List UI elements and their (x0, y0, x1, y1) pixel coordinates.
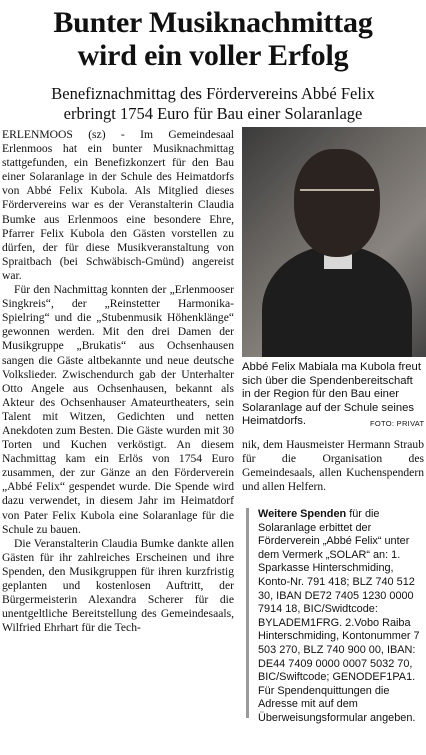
paragraph-text: Im Gemeindesaal Erlenmoos hat ein bunter Musiknachmittag stattgefunden, ein Benefizkonzert für den Bau einer Solaranlage in der Schule des Heimatdorfs von Abbé Felix Kubola. Als Mitglied dieses Fördervereins war es der Veranstalterin Claudia Bumke aus Erlenmoos eine besondere Ehre, Pfarrer Felix Kubola den Gästen vorstellen zu dürfen, der für diese Musikveranstaltung von Spraitbach (bei Schwäbisch-Gmünd) angereist war. (2, 128, 234, 282)
subhead-line-1: Benefiznachmittag des Fördervereins Abbé Felix (51, 84, 375, 103)
donation-info-box (246, 508, 422, 724)
subhead-line-2: erbringt 1754 Euro für Bau einer Solaranlage (63, 104, 363, 123)
article-paragraph: Für den Nachmittag konnten der „Erlenmooser Singkreis“, der „Reinstetter Harmonika-Spielring“ und die „Stubenmusik Höhenklänge“ gewonnen werden. Mit den drei Damen der Musikgruppe „Brukatis“ aus Ochsenhausen sangen die Gäste altbekannte und neue deutsche Volkslieder. Zwischendurch gab der Unterhalter Otto Angele aus Ochsenhausen, bekannt als Akteur des Ochsenhauser Amateurtheaters, sein Talent mit Witzen, Gedichten und netten Anekdoten zum Besten. Die Gäste wurden mit 30 Torten und Kuchen verköstigt. An diesem Nachmittag kam ein Erlös von 1754 Euro zusammen, der zur Gänze an den Förderverein „Abbé Felix“ gespendet wurde. Die Spende wird dazu verwendet, in diesem Jahr im Heimatdorf von Pater Felix Kubola eine Solaranlage für die Schule zu bauen. (2, 283, 234, 536)
headline-line-1: Bunter Musiknachmittag (53, 6, 373, 39)
photo-caption: Abbé Felix Mabiala ma Kubola freut sich über die Spendenbereitschaft in der Region für den Bau einer Solaranlage auf der Schule seines Heimatdorfs. (242, 361, 421, 428)
article-paragraph (2, 128, 234, 283)
headline-line-2: wird ein voller Erfolg (77, 39, 349, 72)
portrait-photo (242, 127, 426, 357)
info-box-label: Weitere Spenden (258, 508, 347, 520)
dateline: ERLENMOOS (sz) - (2, 128, 125, 141)
article-body-column (2, 128, 234, 635)
info-box-text: für die Solaranlage erbittet der Förderverein „Abbé Felix“ unter dem Vermerk „SOLAR“ an: 1. Sparkasse Hinterschmiding, Konto-Nr. 791 418; BLZ 740 512 30, IBAN DE72 7405 1230 0000 7914 18, BIC/Swidtcode: BYLADEM1FRG. 2.Vobo Raiba Hinterschmiding, Kontonummer 7 503 270, BLZ 740 900 00, IBAN: DE44 7409 0000 0007 5032 70, BIC/Swiftcode; GENODEF1PA1. Für Spendenquittungen die Adresse mit auf dem Überweisungsformular angeben. (258, 508, 420, 724)
photo-credit: FOTO: PRIVAT (370, 419, 425, 428)
article-paragraph-continued: nik, dem Hausmeister Hermann Straub für die Organisation des Gemeindesaals, allen Kuchenspendern und allen Helfern. (242, 438, 424, 494)
article-paragraph: Die Veranstalterin Claudia Bumke dankte allen Gästen für ihr zahlreiches Erscheinen und ihre Spenden, den Musikgruppen für ihren kurzfristig geplanten und kostenlosen Auftritt, der Bürgermeisterin Alexandra Scherer für die unentgeltliche Bereitstellung des Gemeindesaals, Wilfried Ehrhart für die Tech- (2, 536, 234, 635)
article-headline (6, 6, 420, 72)
article-subheadline (10, 84, 416, 124)
